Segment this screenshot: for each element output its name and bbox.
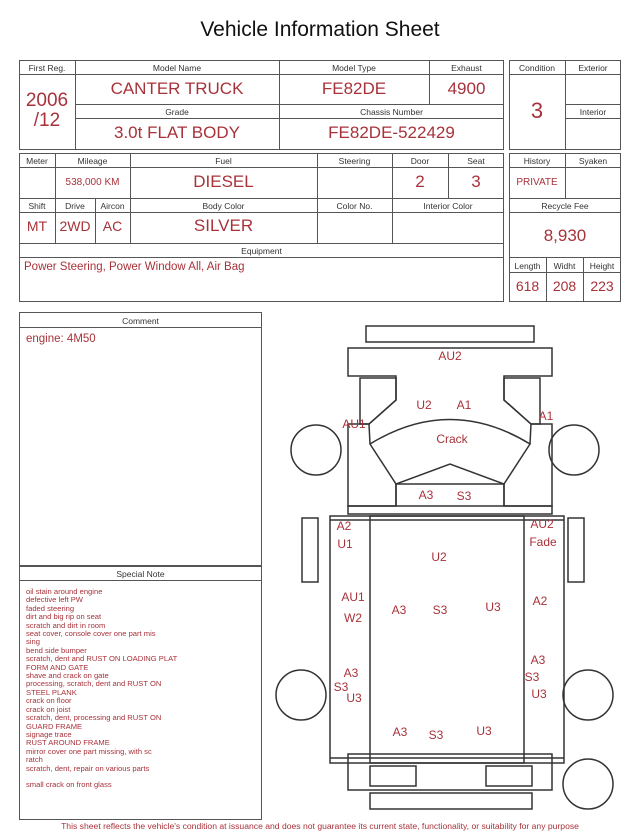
length-label: Length [514,261,541,271]
grade-value: 3.0t FLAT BODY [114,123,240,142]
history-label: History [523,156,551,166]
special-note-item: scratch, dent and RUST ON LOADING PLAT [26,654,178,664]
special-note-item: bend side bumper [26,645,87,655]
door-value: 2 [415,172,425,191]
mark-right-upper-au2: AU2 [530,517,554,531]
first-reg-month: /12 [33,110,61,131]
mark-front-bumper: AU2 [438,349,462,363]
mark-left-upper-u1: U1 [337,537,353,551]
model-name-value: CANTER TRUCK [110,79,244,98]
comment-box [19,312,262,566]
drive-label: Drive [65,201,85,211]
fuel-value: DIESEL [193,172,254,191]
mileage-label: Mileage [77,156,108,166]
mark-right-mid-a2: A2 [532,594,548,608]
mileage-value: 538,000 KM [65,177,120,188]
mark-left-upper-a2: A2 [336,519,352,533]
mark-bed-u3: U3 [485,600,501,614]
mark-rear-a3: A3 [392,725,408,739]
special-note-item: signage trace [26,729,72,739]
condition-label: Condition [519,63,555,73]
special-note-item: crack on floor [26,696,72,706]
exhaust-label: Exhaust [451,63,482,73]
equipment-value: Power Steering, Power Window All, Air Bag [24,261,245,273]
shift-value: MT [26,218,48,234]
chassis-number-value: FE82DE-522429 [328,123,455,142]
body-color-label: Body Color [202,201,245,211]
mark-bed-u2: U2 [431,550,447,564]
first-reg-label: First Reg. [28,63,66,73]
door-label: Door [410,156,430,166]
grade-label: Grade [165,107,189,117]
first-reg-year: 2006 [25,90,69,111]
special-note-item: small crack on front glass [26,779,112,789]
mark-right-upper-fade: Fade [529,535,557,549]
model-name-label: Model Name [152,63,202,73]
condition-value: 3 [530,98,544,123]
length-value: 618 [515,278,540,294]
mark-left-mid-w2: W2 [344,611,362,625]
special-note-item: defective left PW [26,595,83,605]
mark-rear-s3: S3 [428,728,444,742]
mark-right-low-u3: U3 [531,687,547,701]
steering-label: Steering [338,156,371,166]
special-note-list [26,588,258,789]
recycle-fee-value: 8,930 [543,226,587,245]
model-type-value: FE82DE [321,79,387,98]
mark-cab-left: AU1 [342,417,366,431]
special-note-item: crack on joist [26,704,71,714]
mark-cab-bottom-a3: A3 [418,488,434,502]
aircon-label: Aircon [100,201,125,211]
color-no-label: Color No. [336,201,373,211]
mark-bed-s3: S3 [432,603,448,617]
special-note-item: scratch, dent, repair on various parts [26,763,150,773]
drive-value: 2WD [59,218,91,234]
history-value: PRIVATE [516,177,558,188]
special-note-item: scratch, dent, processing and RUST ON [26,713,162,723]
equipment-label: Equipment [241,246,282,256]
body-color-value: SILVER [193,216,254,235]
recycle-fee-label: Recycle Fee [541,201,589,211]
interior-color-label: Interior Color [423,201,473,211]
exhaust-value: 4900 [447,79,486,98]
special-note-item: mirror cover one part missing, with sc [26,746,152,756]
chassis-number-label: Chassis Number [360,107,423,117]
fuel-label: Fuel [215,156,232,166]
mark-cab-u2: U2 [416,398,432,412]
comment-value: engine: 4M50 [26,333,96,345]
page-title: Vehicle Information Sheet [200,18,440,41]
width-label: Widht [553,261,576,271]
mark-cab-right: A1 [538,409,554,423]
mark-right-low-a3: A3 [530,653,546,667]
special-note-item: processing, scratch, dent and RUST ON [26,679,162,689]
height-value: 223 [590,278,614,294]
comment-label: Comment [122,316,159,326]
mark-left-low-u3: U3 [346,691,362,705]
mark-windshield: Crack [436,432,468,446]
special-note-item: STEEL PLANK [26,687,77,697]
special-note-label: Special Note [116,569,165,579]
mark-cab-a1-center: A1 [456,398,472,412]
special-note-item: GUARD FRAME [26,721,83,731]
exterior-label: Exterior [578,63,608,73]
seat-value: 3 [471,172,481,191]
special-note-item: ratch [26,755,43,765]
truck-damage-diagram [270,318,640,820]
special-note-item: oil stain around engine [26,587,103,596]
special-note-item: FORM AND GATE [26,662,89,672]
mark-right-low-s3: S3 [524,670,540,684]
special-note-item: RUST AROUND FRAME [26,738,110,748]
special-note-item: shave and crack on gate [26,671,109,681]
syaken-label: Syaken [578,156,608,166]
meter-label: Meter [26,156,48,166]
height-label: Height [589,261,615,271]
special-note-item: seat cover, console cover one part mis [26,629,156,639]
interior-label: Interior [579,107,607,117]
mark-cab-bottom-s3: S3 [456,489,472,503]
mark-left-low-a3: A3 [343,666,359,680]
special-note-item: dirt and big rip on seat [26,612,102,622]
special-note-item: faded steering [26,603,75,613]
mark-left-low-s3: S3 [333,680,349,694]
seat-label: Seat [467,156,485,166]
model-type-label: Model Type [332,63,376,73]
special-note-item: scratch and dirt in room [26,620,106,630]
width-value: 208 [552,278,577,294]
special-note-item: sing [26,637,40,647]
mark-left-mid-au1: AU1 [341,590,365,604]
shift-label: Shift [28,201,46,211]
aircon-value: AC [102,218,123,234]
disclaimer-footer: This sheet reflects the vehicle's condition at issuance and does not guarantee its current state, functionality, or suitability for any purpose [61,821,579,831]
mark-rear-u3: U3 [476,724,492,738]
mark-bed-a3: A3 [391,603,407,617]
